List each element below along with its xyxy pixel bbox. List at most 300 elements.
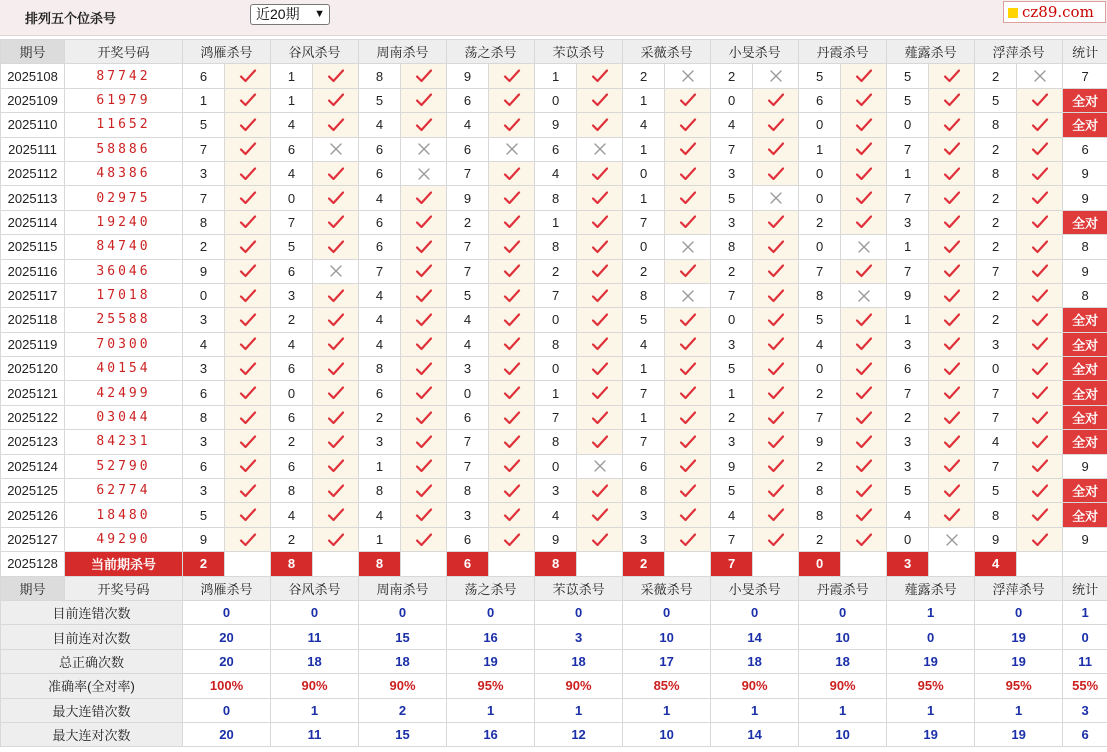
header-expert: 芣苡杀号: [535, 40, 623, 64]
check-icon: [943, 239, 961, 255]
check-icon: [679, 117, 697, 133]
summary-value: 85%: [623, 674, 711, 698]
cross-icon: [489, 137, 535, 161]
kill-number-cell: 6: [183, 381, 225, 405]
kill-number-cell: 5: [183, 113, 225, 137]
check-icon: [679, 483, 697, 499]
check-icon: [503, 434, 521, 450]
check-icon: [943, 92, 961, 108]
check-icon: [1031, 458, 1049, 474]
logo-text: cz89.com: [1022, 3, 1094, 21]
check-icon: [415, 190, 433, 206]
check-icon: [313, 357, 359, 381]
header-expert: 丹霞杀号: [799, 576, 887, 600]
period-cell: 2025120: [1, 357, 65, 381]
check-icon: [327, 532, 345, 548]
summary-label: 目前连对次数: [1, 625, 183, 649]
check-icon: [577, 527, 623, 551]
cross-icon: [753, 186, 799, 210]
check-icon: [239, 312, 257, 328]
summary-value: 0: [623, 600, 711, 624]
kill-number-cell: 6: [271, 357, 313, 381]
check-icon: [225, 405, 271, 429]
check-icon: [841, 479, 887, 503]
check-icon: [1031, 434, 1049, 450]
summary-value: 0: [359, 600, 447, 624]
kill-number-cell: 4: [359, 503, 401, 527]
kill-number-cell: 6: [887, 357, 929, 381]
check-icon: [239, 166, 257, 182]
cross-icon: [681, 240, 695, 254]
summary-value: 16: [447, 625, 535, 649]
kill-number-cell: 9: [711, 454, 753, 478]
check-icon: [929, 283, 975, 307]
kill-number-cell: 5: [975, 479, 1017, 503]
cross-icon: [681, 69, 695, 83]
check-icon: [313, 64, 359, 88]
check-icon: [401, 235, 447, 259]
all-correct-badge: 全对: [1063, 332, 1107, 356]
check-icon: [327, 483, 345, 499]
check-icon: [1017, 479, 1063, 503]
cross-icon: [665, 64, 711, 88]
check-icon: [239, 288, 257, 304]
check-icon: [401, 357, 447, 381]
table-row: [1, 454, 1107, 478]
kill-number-cell: 8: [623, 479, 665, 503]
check-icon: [489, 210, 535, 234]
header-period: 期号: [1, 40, 65, 64]
check-icon: [327, 68, 345, 84]
kill-number-cell: 5: [447, 283, 489, 307]
all-correct-badge: 全对: [1063, 430, 1107, 454]
stat-cell: 9: [1063, 259, 1107, 283]
kill-number-cell: 2: [975, 308, 1017, 332]
check-icon: [929, 479, 975, 503]
kill-number-cell: 6: [799, 88, 841, 112]
period-range-select[interactable]: [250, 4, 330, 25]
check-icon: [415, 288, 433, 304]
summary-value: 95%: [447, 674, 535, 698]
summary-value: 12: [535, 722, 623, 746]
all-correct-badge: 全对: [1063, 503, 1107, 527]
kill-number-cell: 7: [799, 405, 841, 429]
summary-stat: 1: [1063, 600, 1107, 624]
kill-number-cell: 2: [975, 186, 1017, 210]
kill-number-cell: 6: [447, 88, 489, 112]
check-icon: [225, 186, 271, 210]
kill-number-cell: 2: [799, 210, 841, 234]
header-expert: 采薇杀号: [623, 40, 711, 64]
header-expert: 谷风杀号: [271, 576, 359, 600]
kill-number-cell: 8: [535, 332, 577, 356]
check-icon: [1017, 527, 1063, 551]
check-icon: [1017, 430, 1063, 454]
kill-number-cell: 2: [711, 64, 753, 88]
check-icon: [591, 263, 609, 279]
period-cell: 2025112: [1, 161, 65, 185]
kill-number-cell: 3: [887, 332, 929, 356]
kill-number-cell: 3: [447, 503, 489, 527]
kill-number-cell: 2: [183, 235, 225, 259]
table-row: [1, 88, 1107, 112]
check-icon: [401, 113, 447, 137]
summary-value: 14: [711, 722, 799, 746]
check-icon: [929, 88, 975, 112]
check-icon: [929, 161, 975, 185]
check-icon: [313, 235, 359, 259]
check-icon: [225, 113, 271, 137]
check-icon: [1031, 92, 1049, 108]
check-icon: [841, 186, 887, 210]
summary-value: 15: [359, 722, 447, 746]
check-icon: [841, 503, 887, 527]
check-icon: [239, 141, 257, 157]
current-kill-label: 当前期杀号: [65, 552, 183, 576]
header-expert: 荡之杀号: [447, 40, 535, 64]
header-expert: 周南杀号: [359, 576, 447, 600]
check-icon: [855, 68, 873, 84]
check-icon: [503, 214, 521, 230]
check-icon: [239, 507, 257, 523]
check-icon: [943, 385, 961, 401]
kill-number-cell: 3: [271, 283, 313, 307]
check-icon: [489, 357, 535, 381]
check-icon: [591, 361, 609, 377]
kill-number-cell: 2: [975, 235, 1017, 259]
check-icon: [841, 259, 887, 283]
kill-number-cell: 4: [271, 332, 313, 356]
summary-value: 1: [799, 698, 887, 722]
kill-number-cell: 7: [887, 137, 929, 161]
check-icon: [415, 361, 433, 377]
kill-number-cell: 0: [887, 527, 929, 551]
summary-row: [1, 625, 1107, 649]
check-icon: [665, 430, 711, 454]
check-icon: [239, 263, 257, 279]
check-icon: [855, 385, 873, 401]
kill-number-cell: 4: [447, 308, 489, 332]
check-icon: [1017, 235, 1063, 259]
check-icon: [929, 259, 975, 283]
kill-number-cell: 4: [359, 283, 401, 307]
kill-number-cell: 1: [183, 88, 225, 112]
check-icon: [489, 503, 535, 527]
check-icon: [855, 166, 873, 182]
summary-label: 最大连错次数: [1, 698, 183, 722]
kill-number-cell: 1: [887, 161, 929, 185]
check-icon: [929, 235, 975, 259]
check-icon: [591, 532, 609, 548]
check-icon: [767, 336, 785, 352]
kill-number-cell: 1: [271, 88, 313, 112]
check-icon: [1031, 410, 1049, 426]
check-icon: [577, 210, 623, 234]
kill-number-cell: 7: [535, 283, 577, 307]
kill-number-cell: 2: [799, 381, 841, 405]
check-icon: [841, 527, 887, 551]
check-icon: [327, 117, 345, 133]
site-logo[interactable]: [1003, 1, 1106, 23]
cross-icon: [1017, 64, 1063, 88]
check-icon: [489, 381, 535, 405]
check-icon: [327, 312, 345, 328]
kill-number-cell: 2: [887, 405, 929, 429]
check-icon: [577, 405, 623, 429]
check-icon: [225, 308, 271, 332]
kill-number-cell: 5: [711, 186, 753, 210]
check-icon: [225, 503, 271, 527]
kill-number-cell: 7: [535, 405, 577, 429]
check-icon: [753, 332, 799, 356]
current-kill-number: 6: [447, 552, 489, 576]
kill-number-cell: 0: [535, 88, 577, 112]
kill-number-cell: 8: [975, 113, 1017, 137]
kill-number-cell: 6: [535, 137, 577, 161]
summary-value: 14: [711, 625, 799, 649]
kill-number-cell: 0: [447, 381, 489, 405]
summary-value: 19: [975, 722, 1063, 746]
period-cell: 2025111: [1, 137, 65, 161]
check-icon: [239, 434, 257, 450]
check-icon: [327, 458, 345, 474]
check-icon: [591, 190, 609, 206]
check-icon: [679, 361, 697, 377]
check-icon: [327, 336, 345, 352]
check-icon: [239, 68, 257, 84]
check-icon: [591, 385, 609, 401]
check-icon: [577, 332, 623, 356]
current-kill-number: 3: [887, 552, 929, 576]
check-icon: [767, 458, 785, 474]
kill-number-cell: 5: [975, 88, 1017, 112]
check-icon: [1017, 113, 1063, 137]
all-correct-badge: 全对: [1063, 405, 1107, 429]
kill-number-cell: 4: [359, 308, 401, 332]
table-row: [1, 161, 1107, 185]
check-icon: [591, 92, 609, 108]
check-icon: [503, 532, 521, 548]
stat-cell: 7: [1063, 64, 1107, 88]
kill-number-cell: 7: [887, 381, 929, 405]
check-icon: [679, 385, 697, 401]
kill-number-cell: 7: [711, 137, 753, 161]
kill-number-cell: 4: [623, 113, 665, 137]
draw-number-cell: 70300: [65, 332, 183, 356]
kill-number-cell: 0: [799, 235, 841, 259]
check-icon: [1017, 503, 1063, 527]
stat-cell: 9: [1063, 186, 1107, 210]
summary-value: 95%: [975, 674, 1063, 698]
current-kill-number: 2: [623, 552, 665, 576]
check-icon: [1031, 507, 1049, 523]
check-icon: [225, 161, 271, 185]
check-icon: [415, 532, 433, 548]
kill-number-cell: 2: [623, 64, 665, 88]
check-icon: [1017, 137, 1063, 161]
kill-number-cell: 6: [359, 137, 401, 161]
summary-row: [1, 600, 1107, 624]
kill-number-cell: 4: [623, 332, 665, 356]
check-icon: [401, 381, 447, 405]
summary-value: 19: [975, 625, 1063, 649]
kill-number-cell: 0: [271, 186, 313, 210]
check-icon: [401, 332, 447, 356]
kill-number-cell: 5: [887, 479, 929, 503]
check-icon: [1017, 161, 1063, 185]
header-expert: 浮萍杀号: [975, 40, 1063, 64]
kill-number-cell: 7: [447, 161, 489, 185]
table-row: [1, 381, 1107, 405]
check-icon: [327, 166, 345, 182]
check-icon: [591, 239, 609, 255]
all-correct-badge: 全对: [1063, 357, 1107, 381]
check-icon: [591, 288, 609, 304]
kill-number-cell: 1: [623, 88, 665, 112]
current-kill-blank: [577, 552, 623, 576]
check-icon: [313, 88, 359, 112]
summary-value: 1: [887, 600, 975, 624]
kill-number-cell: 3: [711, 210, 753, 234]
check-icon: [489, 64, 535, 88]
header-expert: 鸿雁杀号: [183, 40, 271, 64]
draw-number-cell: 17018: [65, 283, 183, 307]
summary-value: 18: [359, 649, 447, 673]
kill-number-cell: 0: [799, 113, 841, 137]
cross-icon: [769, 69, 783, 83]
check-icon: [327, 239, 345, 255]
check-icon: [239, 483, 257, 499]
period-cell: 2025116: [1, 259, 65, 283]
summary-value: 1: [623, 698, 711, 722]
summary-value: 20: [183, 625, 271, 649]
check-icon: [239, 214, 257, 230]
kill-number-cell: 4: [711, 113, 753, 137]
summary-row: [1, 698, 1107, 722]
check-icon: [503, 263, 521, 279]
check-icon: [1031, 214, 1049, 230]
check-icon: [679, 458, 697, 474]
check-icon: [841, 332, 887, 356]
check-icon: [767, 263, 785, 279]
check-icon: [665, 88, 711, 112]
check-icon: [841, 210, 887, 234]
summary-stat: 0: [1063, 625, 1107, 649]
check-icon: [327, 92, 345, 108]
summary-value: 1: [711, 698, 799, 722]
check-icon: [503, 166, 521, 182]
header-expert: 鸿雁杀号: [183, 576, 271, 600]
check-icon: [591, 336, 609, 352]
draw-number-cell: 25588: [65, 308, 183, 332]
check-icon: [753, 283, 799, 307]
check-icon: [767, 239, 785, 255]
check-icon: [1017, 283, 1063, 307]
check-icon: [591, 117, 609, 133]
kill-number-cell: 6: [359, 235, 401, 259]
kill-number-cell: 9: [799, 430, 841, 454]
period-cell: 2025121: [1, 381, 65, 405]
kill-number-cell: 5: [887, 88, 929, 112]
check-icon: [665, 454, 711, 478]
kill-number-cell: 7: [975, 259, 1017, 283]
kill-number-cell: 4: [447, 332, 489, 356]
check-icon: [679, 507, 697, 523]
check-icon: [929, 357, 975, 381]
current-kill-blank: [753, 552, 799, 576]
check-icon: [313, 186, 359, 210]
check-icon: [225, 357, 271, 381]
cross-icon: [593, 142, 607, 156]
kill-number-cell: 8: [799, 479, 841, 503]
check-icon: [489, 479, 535, 503]
check-icon: [943, 312, 961, 328]
kill-number-cell: 2: [799, 527, 841, 551]
check-icon: [327, 214, 345, 230]
check-icon: [855, 507, 873, 523]
check-icon: [841, 64, 887, 88]
kill-number-cell: 9: [975, 527, 1017, 551]
check-icon: [591, 214, 609, 230]
check-icon: [943, 166, 961, 182]
kill-number-cell: 1: [711, 381, 753, 405]
check-icon: [239, 385, 257, 401]
kill-number-cell: 4: [271, 503, 313, 527]
check-icon: [1031, 166, 1049, 182]
cross-icon: [417, 167, 431, 181]
check-icon: [929, 454, 975, 478]
summary-value: 18: [535, 649, 623, 673]
current-kill-number: 7: [711, 552, 753, 576]
summary-value: 0: [183, 600, 271, 624]
kill-number-cell: 1: [535, 64, 577, 88]
kill-number-cell: 6: [271, 405, 313, 429]
summary-value: 16: [447, 722, 535, 746]
period-cell: 2025123: [1, 430, 65, 454]
check-icon: [679, 92, 697, 108]
check-icon: [489, 308, 535, 332]
summary-value: 1: [447, 698, 535, 722]
check-icon: [665, 308, 711, 332]
summary-value: 11: [271, 625, 359, 649]
check-icon: [943, 141, 961, 157]
check-icon: [855, 361, 873, 377]
summary-row: [1, 649, 1107, 673]
kill-number-cell: 7: [975, 454, 1017, 478]
check-icon: [943, 117, 961, 133]
check-icon: [239, 239, 257, 255]
kill-number-cell: 3: [887, 430, 929, 454]
period-cell: 2025122: [1, 405, 65, 429]
draw-number-cell: 87742: [65, 64, 183, 88]
check-icon: [401, 308, 447, 332]
check-icon: [225, 454, 271, 478]
summary-value: 1: [887, 698, 975, 722]
check-icon: [1031, 117, 1049, 133]
kill-number-cell: 7: [447, 454, 489, 478]
check-icon: [841, 381, 887, 405]
check-icon: [503, 288, 521, 304]
check-icon: [577, 381, 623, 405]
summary-value: 18: [711, 649, 799, 673]
cross-icon: [313, 259, 359, 283]
draw-number-cell: 49290: [65, 527, 183, 551]
current-kill-blank: [313, 552, 359, 576]
check-icon: [577, 308, 623, 332]
draw-number-cell: 11652: [65, 113, 183, 137]
table-row: [1, 527, 1107, 551]
kill-number-cell: 6: [271, 454, 313, 478]
